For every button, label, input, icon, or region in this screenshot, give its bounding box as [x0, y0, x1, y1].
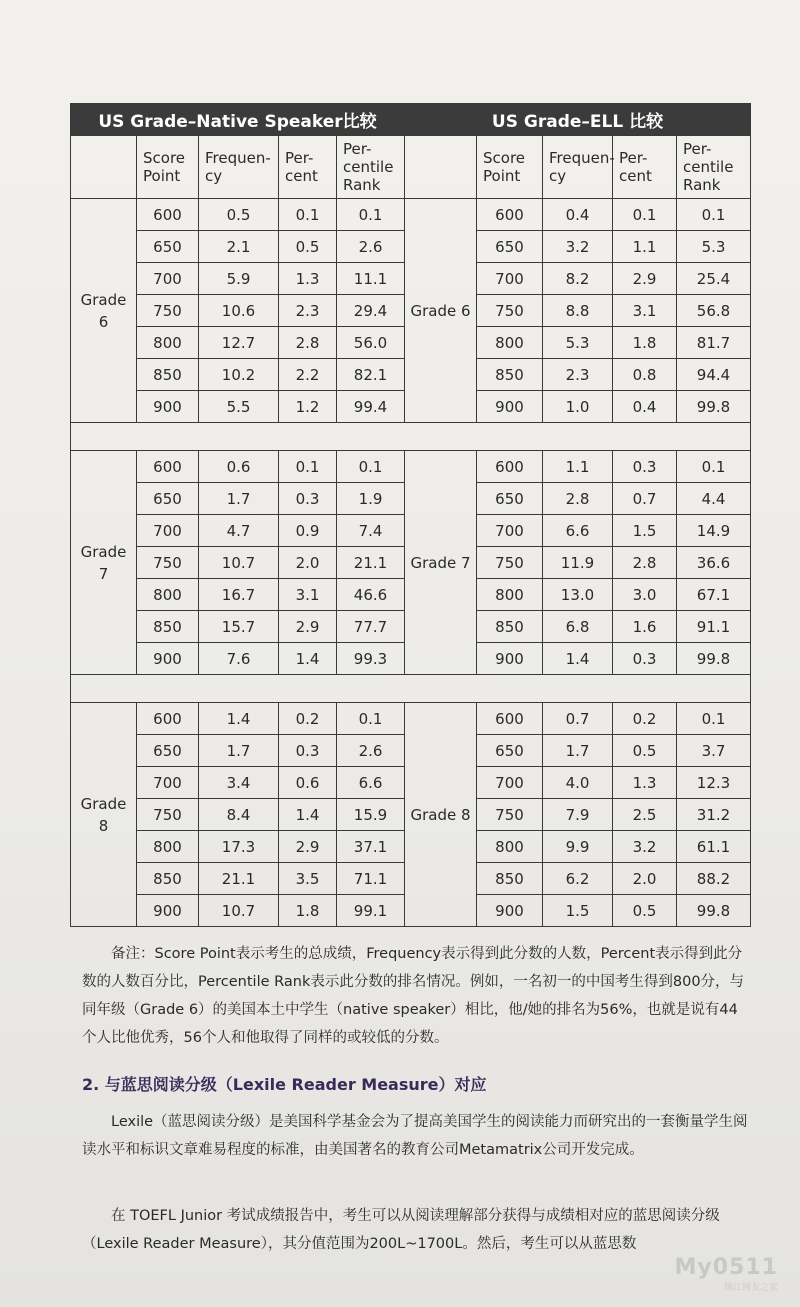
native-score-cell: 850: [137, 359, 199, 391]
ell-percent-cell: 2.8: [613, 547, 677, 579]
ell-score-cell: 900: [477, 391, 543, 423]
ell-score-cell: 650: [477, 735, 543, 767]
ell-score-cell: 650: [477, 231, 543, 263]
group-spacer-cell: [71, 423, 751, 451]
native-rank-cell: 0.1: [337, 451, 405, 483]
native-rank-cell: 77.7: [337, 611, 405, 643]
native-score-cell: 850: [137, 863, 199, 895]
ell-percent-cell: 0.5: [613, 735, 677, 767]
native-score-cell: 600: [137, 199, 199, 231]
ell-rank-cell: 3.7: [677, 735, 751, 767]
native-score-cell: 900: [137, 391, 199, 423]
ell-percent-cell: 2.9: [613, 263, 677, 295]
ell-rank-cell: 99.8: [677, 391, 751, 423]
ell-score-cell: 900: [477, 895, 543, 927]
native-speaker-title: US Grade–Native Speaker比较: [71, 104, 405, 136]
native-score-cell: 800: [137, 327, 199, 359]
native-score-cell: 600: [137, 451, 199, 483]
native-frequency-cell: 10.2: [199, 359, 279, 391]
ell-frequency-cell: 2.8: [543, 483, 613, 515]
section-heading: 2. 与蓝思阅读分级（Lexile Reader Measure）对应: [82, 1075, 487, 1094]
native-score-cell: 700: [137, 515, 199, 547]
ell-rank-cell: 12.3: [677, 767, 751, 799]
ell-grade-label: Grade 7: [405, 451, 477, 675]
ell-frequency-cell: 8.2: [543, 263, 613, 295]
native-score-cell: 750: [137, 295, 199, 327]
ell-title: US Grade–ELL 比较: [405, 104, 751, 136]
native-rank-cell: 82.1: [337, 359, 405, 391]
ell-percent-cell: 2.0: [613, 863, 677, 895]
native-percent-cell: 0.9: [279, 515, 337, 547]
native-score-cell: 750: [137, 547, 199, 579]
ell-score-cell: 900: [477, 643, 543, 675]
ell-score-cell: 700: [477, 767, 543, 799]
score-comparison-table: [70, 103, 751, 927]
native-frequency-cell: 10.7: [199, 547, 279, 579]
native-rank-cell: 2.6: [337, 735, 405, 767]
native-rank-cell: 29.4: [337, 295, 405, 327]
ell-frequency-cell: 1.7: [543, 735, 613, 767]
native-percent-cell: 2.2: [279, 359, 337, 391]
native-score-cell: 700: [137, 263, 199, 295]
ell-rank-cell: 0.1: [677, 703, 751, 735]
native-frequency-cell: 8.4: [199, 799, 279, 831]
ell-percent-cell: 3.1: [613, 295, 677, 327]
ell-rank-cell: 31.2: [677, 799, 751, 831]
native-rank-cell: 15.9: [337, 799, 405, 831]
ell-percent-cell: 0.4: [613, 391, 677, 423]
ell-score-cell: 850: [477, 359, 543, 391]
ell-frequency-cell: 6.6: [543, 515, 613, 547]
native-score-cell: 850: [137, 611, 199, 643]
ell-percent-cell: 1.3: [613, 767, 677, 799]
native-percent-cell: 1.8: [279, 895, 337, 927]
native-rank-cell: 11.1: [337, 263, 405, 295]
ell-percent-cell: 0.7: [613, 483, 677, 515]
table-row: [71, 451, 751, 483]
ell-percent-cell: 0.2: [613, 703, 677, 735]
col-frequency: Frequen-cy: [543, 136, 613, 199]
native-score-cell: 650: [137, 735, 199, 767]
ell-percent-cell: 1.5: [613, 515, 677, 547]
native-frequency-cell: 4.7: [199, 515, 279, 547]
ell-rank-cell: 67.1: [677, 579, 751, 611]
native-rank-cell: 56.0: [337, 327, 405, 359]
native-percent-cell: 0.5: [279, 231, 337, 263]
native-percent-cell: 0.3: [279, 735, 337, 767]
ell-frequency-cell: 0.7: [543, 703, 613, 735]
ell-percent-cell: 1.8: [613, 327, 677, 359]
ell-percent-cell: 0.3: [613, 451, 677, 483]
native-rank-cell: 99.1: [337, 895, 405, 927]
ell-rank-cell: 36.6: [677, 547, 751, 579]
ell-score-cell: 850: [477, 863, 543, 895]
ell-frequency-cell: 13.0: [543, 579, 613, 611]
native-rank-cell: 99.3: [337, 643, 405, 675]
ell-rank-cell: 99.8: [677, 643, 751, 675]
ell-frequency-cell: 6.2: [543, 863, 613, 895]
native-rank-cell: 46.6: [337, 579, 405, 611]
ell-frequency-cell: 11.9: [543, 547, 613, 579]
ell-score-cell: 750: [477, 799, 543, 831]
col-score-point: Score Point: [137, 136, 199, 199]
native-frequency-cell: 15.7: [199, 611, 279, 643]
table-row: [71, 199, 751, 231]
native-percent-cell: 0.3: [279, 483, 337, 515]
native-percent-cell: 0.1: [279, 199, 337, 231]
native-frequency-cell: 16.7: [199, 579, 279, 611]
native-percent-cell: 1.4: [279, 643, 337, 675]
native-frequency-cell: 1.7: [199, 483, 279, 515]
native-percent-cell: 0.1: [279, 451, 337, 483]
native-percent-cell: 1.2: [279, 391, 337, 423]
ell-rank-cell: 4.4: [677, 483, 751, 515]
ell-score-cell: 600: [477, 199, 543, 231]
ell-percent-cell: 1.1: [613, 231, 677, 263]
ell-frequency-cell: 2.3: [543, 359, 613, 391]
native-score-cell: 650: [137, 231, 199, 263]
native-score-cell: 700: [137, 767, 199, 799]
watermark: [675, 1255, 778, 1293]
native-grade-label: Grade 7: [71, 451, 137, 675]
native-rank-cell: 21.1: [337, 547, 405, 579]
native-frequency-cell: 2.1: [199, 231, 279, 263]
native-grade-label: Grade 8: [71, 703, 137, 927]
native-grade-label: Grade 6: [71, 199, 137, 423]
native-percent-cell: 1.3: [279, 263, 337, 295]
ell-rank-cell: 81.7: [677, 327, 751, 359]
native-score-cell: 800: [137, 831, 199, 863]
native-percent-cell: 3.5: [279, 863, 337, 895]
native-rank-cell: 7.4: [337, 515, 405, 547]
ell-score-cell: 600: [477, 703, 543, 735]
native-score-cell: 800: [137, 579, 199, 611]
ell-grade-label: Grade 8: [405, 703, 477, 927]
blank-header-cell: [71, 136, 137, 199]
native-percent-cell: 2.8: [279, 327, 337, 359]
native-rank-cell: 71.1: [337, 863, 405, 895]
group-spacer-row: [71, 675, 751, 703]
ell-score-cell: 850: [477, 611, 543, 643]
native-rank-cell: 1.9: [337, 483, 405, 515]
table-body: [71, 199, 751, 927]
col-percentile-rank: Per-centile Rank: [677, 136, 751, 199]
ell-frequency-cell: 0.4: [543, 199, 613, 231]
ell-frequency-cell: 8.8: [543, 295, 613, 327]
native-percent-cell: 2.3: [279, 295, 337, 327]
column-header-row: [71, 136, 751, 199]
native-rank-cell: 6.6: [337, 767, 405, 799]
ell-rank-cell: 91.1: [677, 611, 751, 643]
native-frequency-cell: 21.1: [199, 863, 279, 895]
ell-percent-cell: 0.1: [613, 199, 677, 231]
native-frequency-cell: 10.7: [199, 895, 279, 927]
ell-frequency-cell: 5.3: [543, 327, 613, 359]
ell-score-cell: 800: [477, 579, 543, 611]
ell-percent-cell: 1.6: [613, 611, 677, 643]
ell-rank-cell: 0.1: [677, 199, 751, 231]
ell-frequency-cell: 6.8: [543, 611, 613, 643]
native-frequency-cell: 7.6: [199, 643, 279, 675]
ell-score-cell: 700: [477, 263, 543, 295]
group-spacer-cell: [71, 675, 751, 703]
lexile-paragraph: Lexile（蓝思阅读分级）是美国科学基金会为了提高美国学生的阅读能力而研究出的一套衡量学生阅读水平和标识文章难易程度的标准，由美国著名的教育公司Metamatrix公司开发完成。: [82, 1114, 748, 1158]
native-frequency-cell: 0.5: [199, 199, 279, 231]
ell-rank-cell: 14.9: [677, 515, 751, 547]
ell-score-cell: 800: [477, 327, 543, 359]
ell-rank-cell: 94.4: [677, 359, 751, 391]
blank-header-cell: [405, 136, 477, 199]
native-percent-cell: 2.9: [279, 831, 337, 863]
native-percent-cell: 0.2: [279, 703, 337, 735]
ell-grade-label: Grade 6: [405, 199, 477, 423]
ell-score-cell: 600: [477, 451, 543, 483]
native-score-cell: 650: [137, 483, 199, 515]
col-percentile-rank: Per-centile Rank: [337, 136, 405, 199]
ell-frequency-cell: 1.0: [543, 391, 613, 423]
ell-percent-cell: 3.0: [613, 579, 677, 611]
native-score-cell: 900: [137, 643, 199, 675]
ell-rank-cell: 61.1: [677, 831, 751, 863]
ell-frequency-cell: 9.9: [543, 831, 613, 863]
ell-rank-cell: 0.1: [677, 451, 751, 483]
col-score-point: Score Point: [477, 136, 543, 199]
ell-rank-cell: 5.3: [677, 231, 751, 263]
native-rank-cell: 99.4: [337, 391, 405, 423]
native-rank-cell: 2.6: [337, 231, 405, 263]
ell-frequency-cell: 1.5: [543, 895, 613, 927]
native-score-cell: 750: [137, 799, 199, 831]
native-rank-cell: 0.1: [337, 703, 405, 735]
col-percent: Per-cent: [279, 136, 337, 199]
ell-score-cell: 750: [477, 295, 543, 327]
native-percent-cell: 0.6: [279, 767, 337, 799]
native-percent-cell: 1.4: [279, 799, 337, 831]
native-frequency-cell: 1.7: [199, 735, 279, 767]
native-rank-cell: 37.1: [337, 831, 405, 863]
watermark-subtitle: 镇江网友之家: [723, 1283, 778, 1293]
ell-percent-cell: 2.5: [613, 799, 677, 831]
group-spacer-row: [71, 423, 751, 451]
ell-score-cell: 750: [477, 547, 543, 579]
native-score-cell: 600: [137, 703, 199, 735]
native-frequency-cell: 5.9: [199, 263, 279, 295]
native-percent-cell: 2.0: [279, 547, 337, 579]
watermark-logo: My0511: [674, 1255, 778, 1280]
toefl-paragraph: 在 TOEFL Junior 考试成绩报告中，考生可以从阅读理解部分获得与成绩相对应的蓝思阅读分级（Lexile Reader Measure），其分值范围为200L~1700L。然后，考生可以从蓝思数: [82, 1208, 720, 1252]
ell-frequency-cell: 1.1: [543, 451, 613, 483]
ell-frequency-cell: 1.4: [543, 643, 613, 675]
ell-score-cell: 800: [477, 831, 543, 863]
ell-frequency-cell: 7.9: [543, 799, 613, 831]
native-percent-cell: 2.9: [279, 611, 337, 643]
col-percent: Per-cent: [613, 136, 677, 199]
ell-frequency-cell: 4.0: [543, 767, 613, 799]
native-frequency-cell: 10.6: [199, 295, 279, 327]
table-row: [71, 703, 751, 735]
ell-percent-cell: 0.8: [613, 359, 677, 391]
ell-frequency-cell: 3.2: [543, 231, 613, 263]
ell-percent-cell: 3.2: [613, 831, 677, 863]
native-frequency-cell: 3.4: [199, 767, 279, 799]
ell-rank-cell: 56.8: [677, 295, 751, 327]
ell-score-cell: 700: [477, 515, 543, 547]
native-rank-cell: 0.1: [337, 199, 405, 231]
native-frequency-cell: 17.3: [199, 831, 279, 863]
ell-rank-cell: 25.4: [677, 263, 751, 295]
ell-rank-cell: 99.8: [677, 895, 751, 927]
native-percent-cell: 3.1: [279, 579, 337, 611]
ell-percent-cell: 0.3: [613, 643, 677, 675]
native-score-cell: 900: [137, 895, 199, 927]
ell-rank-cell: 88.2: [677, 863, 751, 895]
native-frequency-cell: 12.7: [199, 327, 279, 359]
col-frequency: Frequen-cy: [199, 136, 279, 199]
native-frequency-cell: 5.5: [199, 391, 279, 423]
native-frequency-cell: 0.6: [199, 451, 279, 483]
ell-score-cell: 650: [477, 483, 543, 515]
ell-percent-cell: 0.5: [613, 895, 677, 927]
table-header-row: [71, 104, 751, 136]
native-frequency-cell: 1.4: [199, 703, 279, 735]
notes-paragraph: 备注：Score Point表示考生的总成绩，Frequency表示得到此分数的人数，Percent表示得到此分数的人数百分比，Percentile Rank表示此分数的排名情况。例如，一名初一的中国考生得到800分，与同年级（Grade 6）的美国本土中学生（native speaker）相比，他/她的排名为56%，也就是说有44个人比他优秀，56个人和他取得了同样的或较低的分数。: [82, 946, 745, 1046]
